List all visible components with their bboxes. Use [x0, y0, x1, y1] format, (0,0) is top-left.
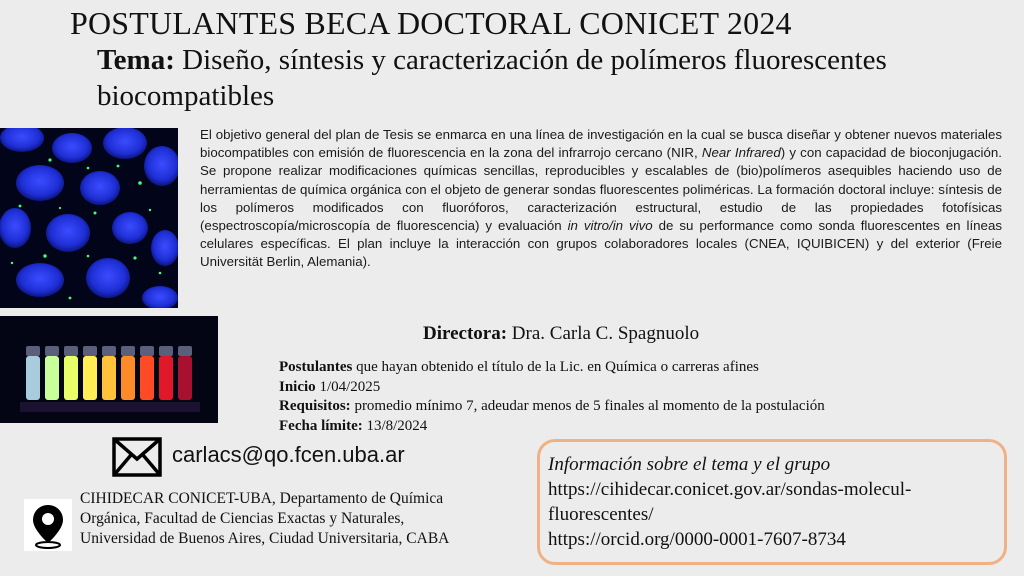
abstract-part-1: El objetivo general del plan de Tesis se enmarca en una línea de investigación en la cual se busca diseñar y obtener nuevos materiales biocompatibles con emisión de fluorescencia en la zona del infrarrojo cercano (NIR, — [200, 127, 1002, 161]
director-label: Directora: — [423, 323, 508, 344]
address-text: CIHIDECAR CONICET-UBA, Departamento de Química Orgánica, Facultad de Ciencias Exactas y Naturales, Universidad de Buenos Aires, Ciudad Universitaria, CABA — [80, 490, 450, 547]
inicio-text: 1/04/2025 — [315, 378, 381, 395]
topic-text: Diseño, síntesis y caracterización de polímeros fluorescentes biocompatibles — [97, 44, 887, 112]
fecha-limite-line — [279, 417, 979, 437]
topic-heading — [97, 42, 917, 114]
page-title: POSTULANTES BECA DOCTORAL CONICET 2024 — [70, 5, 792, 41]
info-url-2[interactable]: https://orcid.org/0000-0001-7607-8734 — [548, 529, 846, 550]
postulantes-line — [279, 358, 979, 378]
microscopy-image — [0, 128, 178, 308]
contact-email[interactable]: carlacs@qo.fcen.uba.ar — [172, 442, 405, 467]
inicio-label: Inicio — [279, 378, 316, 395]
requisitos-text: promedio mínimo 7, adeudar menos de 5 finales al momento de la postulación — [350, 398, 825, 414]
info-heading: Información sobre el tema y el grupo — [548, 454, 831, 475]
details-block — [279, 358, 979, 436]
info-url-1-line-1[interactable]: https://cihidecar.conicet.gov.ar/sondas-molecul- — [548, 479, 912, 500]
abstract-text — [200, 126, 1002, 272]
info-url-1-line-2[interactable]: fluorescentes/ — [548, 504, 654, 525]
fecha-limite-text: 13/8/2024 — [362, 417, 428, 434]
postulantes-text: que hayan obtenido el título de la Lic. en Química o carreras afines — [352, 359, 759, 375]
map-pin-icon — [24, 499, 72, 551]
info-box — [537, 439, 1007, 565]
abstract-part-2: ) y con capacidad de bioconjugación. Se propone realizar modificaciones químicas sencillas, reproducibles y escalables de (bio)polímeros asequibles haciendo uso de herramientas de química orgánica con el objeto de generar sondas fluorescentes poliméricas. La formación doctoral incluye: síntesis de los polímeros modificados con fluoróforos, caracterización estructural, estudio de las propiedades fotofísicas (espectroscopía/microscopía de fluorescencia) y evaluación — [200, 145, 1003, 234]
director-line — [423, 322, 923, 346]
inicio-line — [279, 378, 979, 398]
abstract-near-infrared: Near Infrared — [701, 145, 781, 161]
requisitos-line — [279, 397, 979, 417]
postulantes-label: Postulantes — [279, 359, 353, 375]
director-name: Dra. Carla C. Spagnuolo — [507, 323, 700, 344]
fecha-limite-label: Fecha límite: — [279, 417, 363, 434]
abstract-part-3: de su performance como sonda fluorescentes en líneas celulares específicas. El plan incluye la interacción con grupos colaboradores locales (CNEA, IQUIBICEN) y del exterior (Freie Universität Berlin, Alemania). — [200, 218, 1002, 270]
abstract-in-vitro: in vitro/in vivo — [567, 218, 653, 234]
requisitos-label: Requisitos: — [279, 398, 351, 414]
fluorescent-vials-image — [0, 316, 218, 423]
topic-label: Tema: — [97, 44, 175, 76]
envelope-icon — [112, 437, 162, 477]
